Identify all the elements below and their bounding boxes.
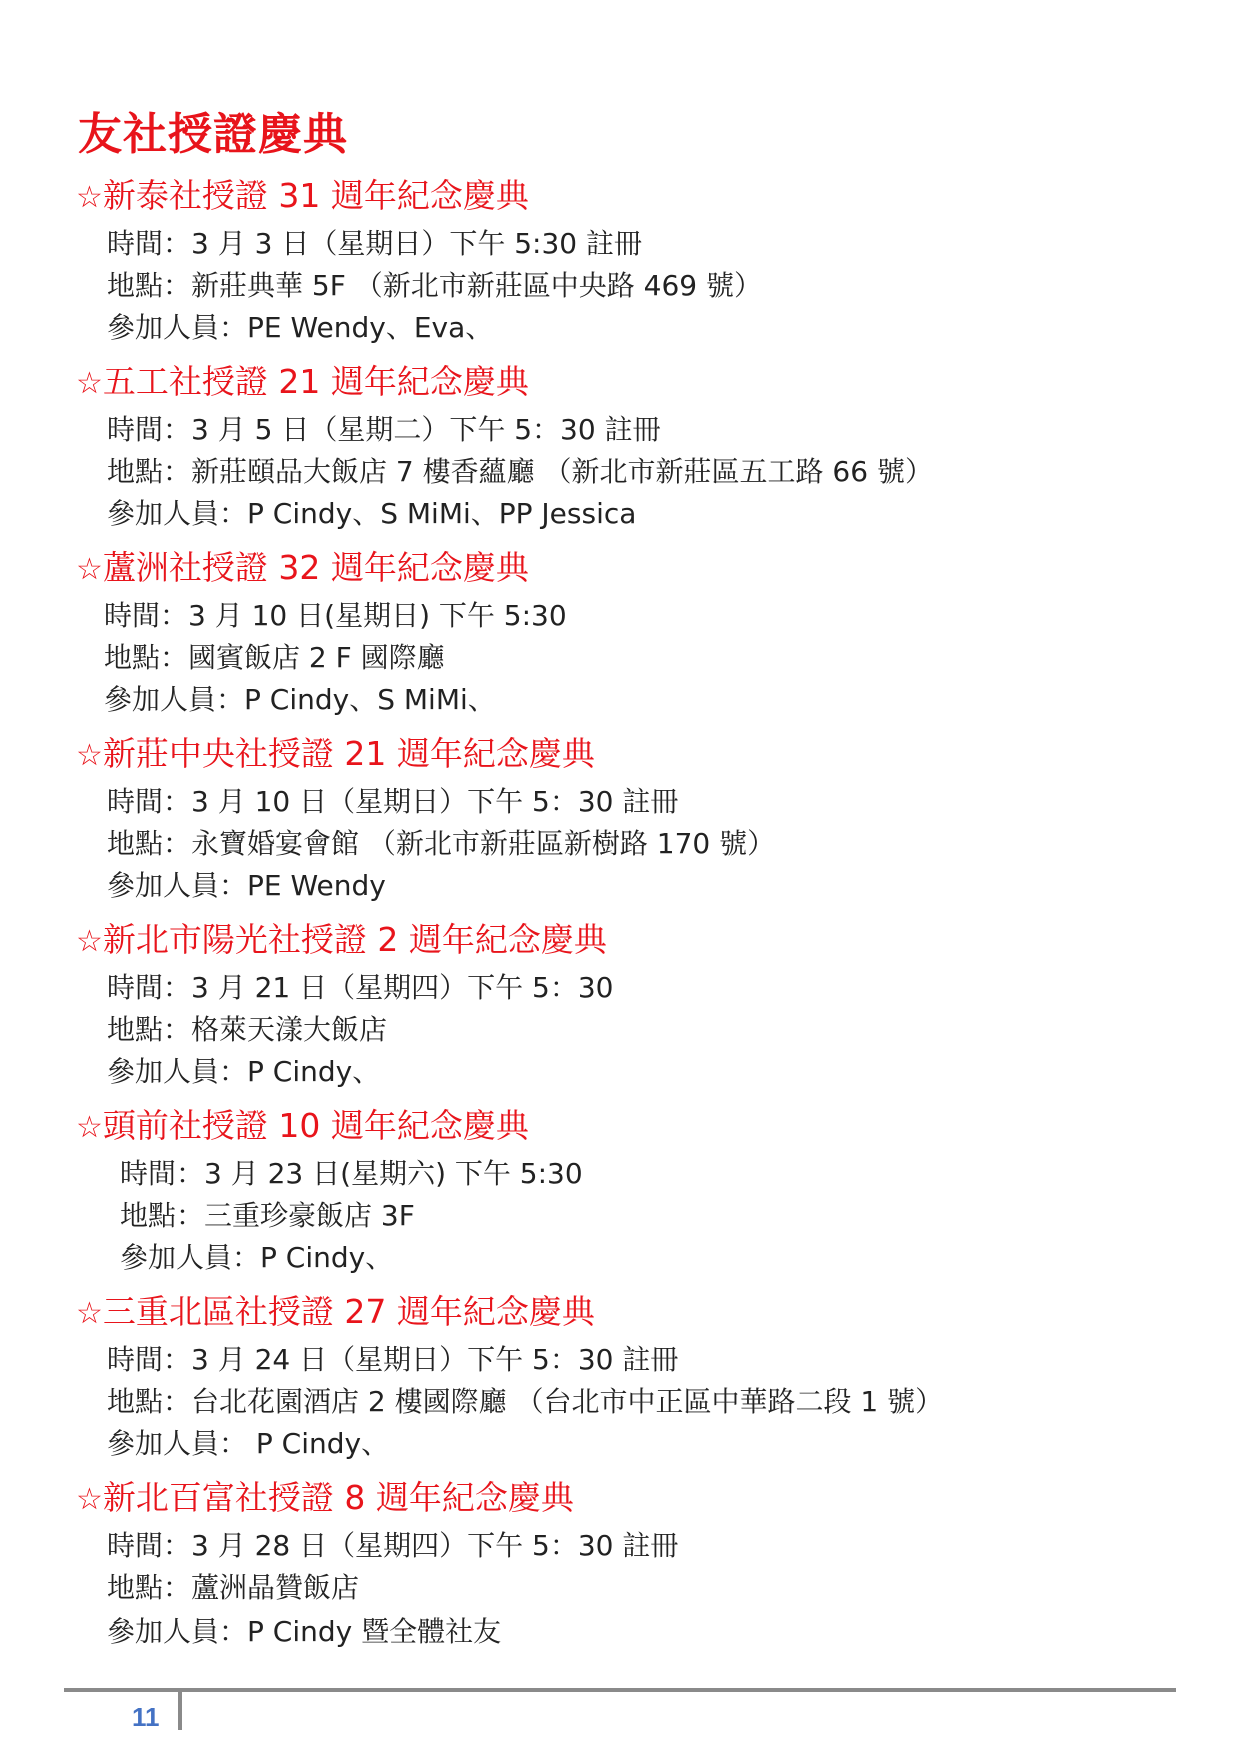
event-title-text: 頭前社授證 10 週年紀念慶典 (102, 1106, 529, 1145)
page-number: 11 (132, 1702, 160, 1732)
event-title-text: 三重北區社授證 27 週年紀念慶典 (102, 1292, 595, 1331)
event-attendees: 參加人員：P Cindy、 (107, 1055, 381, 1088)
footer-rule (64, 1688, 1176, 1692)
star-outline-icon: ☆ (76, 552, 103, 587)
event-title-text: 蘆洲社授證 32 週年紀念慶典 (102, 548, 529, 587)
event-place: 地點：蘆洲晶贊飯店 (107, 1571, 360, 1604)
event-time: 時間：3 月 10 日（星期日）下午 5：30 註冊 (107, 785, 679, 818)
star-outline-icon: ☆ (76, 366, 103, 401)
event-title (76, 362, 529, 404)
star-outline-icon: ☆ (76, 738, 103, 773)
event-title-text: 五工社授證 21 週年紀念慶典 (102, 362, 529, 401)
event-title (76, 176, 529, 218)
page-title: 友社授證慶典 (78, 109, 348, 160)
star-outline-icon: ☆ (76, 1482, 103, 1517)
event-time: 時間：3 月 10 日(星期日) 下午 5:30 (104, 599, 567, 632)
event-title (76, 920, 607, 962)
event-attendees: 參加人員：P Cindy、 (120, 1241, 394, 1274)
event-place: 地點：國賓飯店 2 F 國際廳 (104, 641, 445, 674)
event-time: 時間：3 月 3 日（星期日）下午 5:30 註冊 (107, 227, 643, 260)
event-title-text: 新莊中央社授證 21 週年紀念慶典 (102, 734, 595, 773)
event-title-text: 新北市陽光社授證 2 週年紀念慶典 (102, 920, 607, 959)
event-title (76, 1106, 529, 1148)
event-title (76, 548, 529, 590)
event-title-text: 新泰社授證 31 週年紀念慶典 (102, 176, 529, 215)
star-outline-icon: ☆ (76, 1296, 103, 1331)
event-attendees: 參加人員：PE Wendy (107, 869, 386, 902)
event-time: 時間：3 月 5 日（星期二）下午 5：30 註冊 (107, 413, 661, 446)
event-attendees: 參加人員：PE Wendy、Eva、 (107, 311, 494, 344)
event-attendees: 參加人員： P Cindy、 (107, 1427, 390, 1460)
event-place: 地點：永寶婚宴會館 （新北市新莊區新樹路 170 號） (107, 827, 776, 860)
event-title-text: 新北百富社授證 8 週年紀念慶典 (102, 1478, 574, 1517)
event-title (76, 734, 595, 776)
event-time: 時間：3 月 24 日（星期日）下午 5：30 註冊 (107, 1343, 679, 1376)
event-attendees: 參加人員：P Cindy 暨全體社友 (107, 1615, 502, 1648)
event-title (76, 1478, 574, 1520)
star-outline-icon: ☆ (76, 1110, 103, 1145)
event-title (76, 1292, 595, 1334)
event-place: 地點：台北花園酒店 2 樓國際廳 （台北市中正區中華路二段 1 號） (107, 1385, 944, 1418)
star-outline-icon: ☆ (76, 924, 103, 959)
event-time: 時間：3 月 21 日（星期四）下午 5：30 (107, 971, 614, 1004)
event-place: 地點：新莊頤品大飯店 7 樓香蘊廳 （新北市新莊區五工路 66 號） (107, 455, 933, 488)
star-outline-icon: ☆ (76, 180, 103, 215)
event-time: 時間：3 月 23 日(星期六) 下午 5:30 (120, 1157, 583, 1190)
event-place: 地點：新莊典華 5F （新北市新莊區中央路 469 號） (107, 269, 762, 302)
event-time: 時間：3 月 28 日（星期四）下午 5：30 註冊 (107, 1529, 679, 1562)
event-place: 地點：三重珍豪飯店 3F (120, 1199, 415, 1232)
footer-divider (178, 1688, 182, 1730)
event-attendees: 參加人員：P Cindy、S MiMi、PP Jessica (107, 497, 637, 530)
event-place: 地點：格萊天漾大飯店 (107, 1013, 388, 1046)
event-attendees: 參加人員：P Cindy、S MiMi、 (104, 683, 496, 716)
